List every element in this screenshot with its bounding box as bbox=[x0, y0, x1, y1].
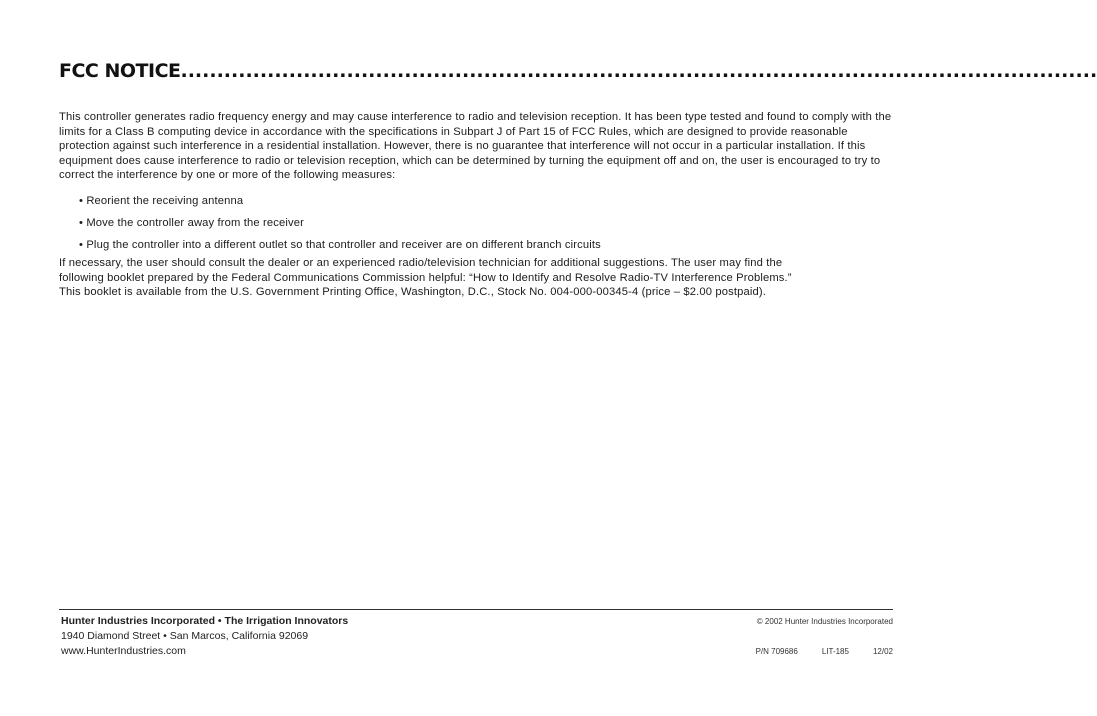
footer-divider bbox=[59, 609, 893, 610]
lit-number: LIT-185 bbox=[821, 647, 849, 656]
document-identifiers bbox=[756, 647, 893, 656]
copyright-notice: © 2002 Hunter Industries Incorporated bbox=[756, 617, 893, 626]
print-date: 12/02 bbox=[872, 647, 893, 656]
fcc-notice-body bbox=[59, 110, 895, 300]
part-number: P/N 709686 bbox=[755, 647, 798, 656]
title-text: FCC NOTICE bbox=[59, 60, 181, 82]
page-title bbox=[59, 58, 1097, 84]
closing-line-1: If necessary, the user should consult the dealer or an experienced radio/television technician for additional suggestions. The user may find the bbox=[59, 256, 783, 269]
closing-line-2: following booklet prepared by the Federal Communications Commission helpful: “How to Identify and Resolve Radio-TV Interference Problems.” bbox=[59, 271, 792, 284]
list-item: • Move the controller away from the receiver bbox=[79, 216, 305, 229]
footer-company-info bbox=[61, 614, 348, 659]
company-name: Hunter Industries Incorporated • The Irrigation Innovators bbox=[61, 615, 349, 627]
closing-paragraph bbox=[59, 256, 895, 300]
list-item: • Reorient the receiving antenna bbox=[79, 194, 244, 207]
company-website: www.HunterIndustries.com bbox=[61, 645, 186, 657]
measures-list bbox=[59, 190, 895, 256]
list-item: • Plug the controller into a different outlet so that controller and receiver are on different branch circuits bbox=[79, 238, 601, 251]
company-address: 1940 Diamond Street • San Marcos, California 92069 bbox=[61, 630, 309, 642]
intro-paragraph: This controller generates radio frequency energy and may cause interference to radio and television reception. It has been type tested and found to comply with the limits for a Class B computing device in accordance with the specifications in Subpart J of Part 15 of FCC Rules, which are designed to provide reasonable protection against such interference in a residential installation. However, there is no guarantee that interference will not occur in a particular installation. If this equipment does cause interference to radio or television reception, which can be determined by turning the equipment off and on, the user is encouraged to try to correct the interference by one or more of the following measures: bbox=[59, 111, 892, 182]
closing-line-3: This booklet is available from the U.S. Government Printing Office, Washington, D.C., Stock No. 004-000-00345-4 (price – $2.00 postpaid). bbox=[59, 286, 767, 299]
title-leader-dots: ............................................................................................................................... bbox=[180, 60, 1097, 82]
